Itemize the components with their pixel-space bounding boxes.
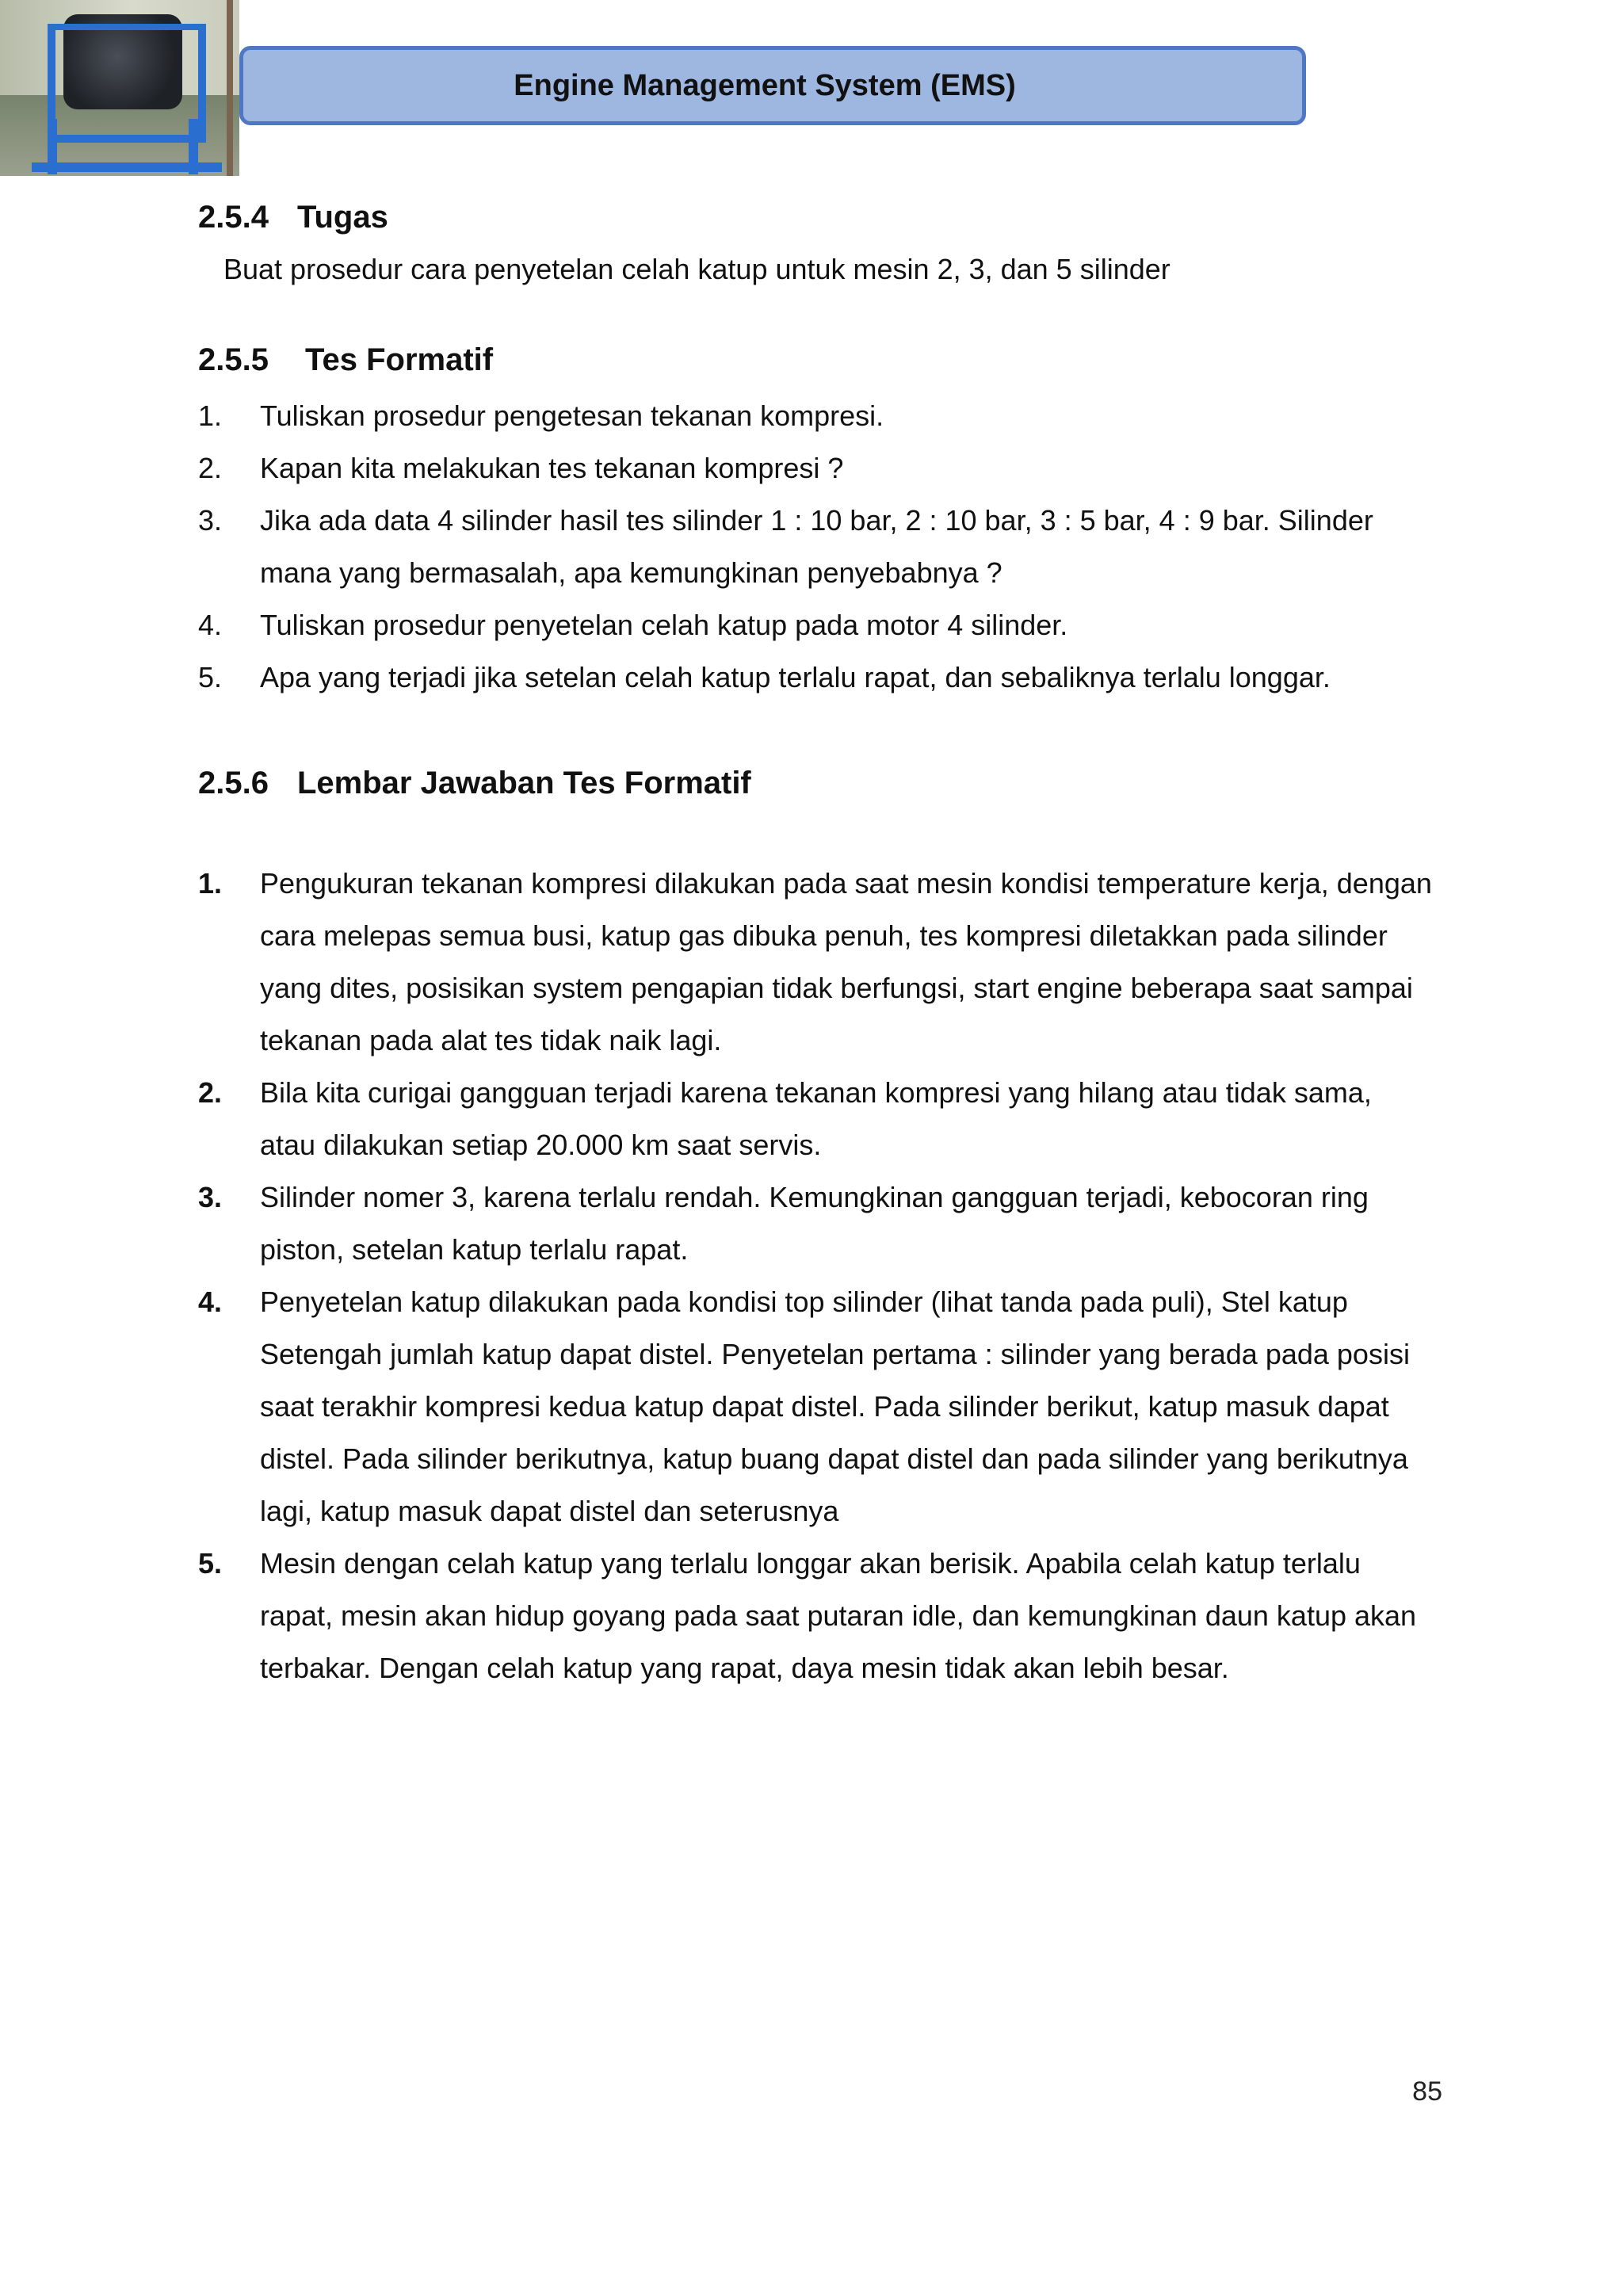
item-text: Tuliskan prosedur penyetelan celah katup pada motor 4 silinder. [260, 609, 1068, 641]
section-number: 2.5.5 [198, 342, 269, 377]
photo-stand-frame [48, 24, 206, 143]
photo-post [227, 0, 233, 176]
list-item [198, 1538, 1450, 1694]
item-text: Penyetelan katup dilakukan pada kondisi top silinder (lihat tanda pada puli), Stel katup Setengah jumlah katup dapat distel. Penyetelan pertama : silinder yang berada pada posisi saat terakhir kompresi kedua katup dapat distel. Pada silinder berikut, katup masuk dapat distel. Pada silinder berikutnya, katup buang dapat distel dan pada silinder yang berikutnya lagi, katup masuk dapat distel dan seterusnya [260, 1286, 1410, 1527]
section-heading-lembar-jawaban [198, 761, 1450, 805]
header-photo [0, 0, 239, 176]
item-text: Tuliskan prosedur pengetesan tekanan kompresi. [260, 399, 884, 432]
item-number: 5. [198, 1547, 223, 1580]
section-number: 2.5.6 [198, 766, 269, 800]
section-heading-tes-formatif [198, 338, 1450, 382]
item-number: 3. [198, 1181, 223, 1213]
list-item [198, 495, 1450, 599]
item-number: 1. [198, 399, 223, 432]
item-text: Kapan kita melakukan tes tekanan kompresi ? [260, 452, 844, 484]
page-number: 85 [1412, 2076, 1442, 2107]
section-title: Tes Formatif [305, 342, 494, 377]
item-number: 4. [198, 1286, 223, 1318]
section-heading-tugas [198, 195, 1450, 239]
list-item [198, 1276, 1450, 1538]
question-list [198, 390, 1450, 704]
section-title: Tugas [297, 200, 388, 235]
section-number: 2.5.4 [198, 200, 269, 235]
item-text: Pengukuran tekanan kompresi dilakukan pada saat mesin kondisi temperature kerja, dengan cara melepas semua busi, katup gas dibuka penuh, tes kompresi diletakkan pada silinder yang dites, posisikan system pengapian tidak berfungsi, start engine beberapa saat sampai tekanan pada alat tes tidak naik lagi. [260, 867, 1432, 1056]
item-number: 1. [198, 867, 223, 900]
list-item [198, 390, 1450, 442]
list-item [198, 1067, 1450, 1171]
page-content [198, 195, 1450, 1694]
header-title: Engine Management System (EMS) [514, 68, 1016, 102]
item-text: Silinder nomer 3, karena terlalu rendah. Kemungkinan gangguan terjadi, kebocoran ring piston, setelan katup terlalu rapat. [260, 1181, 1369, 1266]
item-number: 5. [198, 661, 223, 693]
item-number: 4. [198, 609, 223, 641]
item-text: Mesin dengan celah katup yang terlalu longgar akan berisik. Apabila celah katup terlalu rapat, mesin akan hidup goyang pada saat putaran idle, dan kemungkinan daun katup akan terbakar. Dengan celah katup yang rapat, daya mesin tidak akan lebih besar. [260, 1547, 1417, 1684]
list-item [198, 599, 1450, 651]
list-item [198, 442, 1450, 495]
item-number: 3. [198, 504, 223, 537]
photo-stand-base [32, 162, 222, 172]
header-banner [239, 46, 1306, 125]
item-number: 2. [198, 1076, 223, 1109]
list-item [198, 651, 1450, 704]
item-number: 2. [198, 452, 223, 484]
section-title: Lembar Jawaban Tes Formatif [297, 766, 751, 800]
item-text: Bila kita curigai gangguan terjadi karena tekanan kompresi yang hilang atau tidak sama, atau dilakukan setiap 20.000 km saat servis. [260, 1076, 1372, 1161]
answer-list [198, 858, 1450, 1694]
item-text: Apa yang terjadi jika setelan celah katup terlalu rapat, dan sebaliknya terlalu longgar. [260, 661, 1331, 693]
list-item [198, 1171, 1450, 1276]
list-item [198, 858, 1450, 1067]
task-text: Buat prosedur cara penyetelan celah katup untuk mesin 2, 3, dan 5 silinder [223, 253, 1170, 285]
item-text: Jika ada data 4 silinder hasil tes silinder 1 : 10 bar, 2 : 10 bar, 3 : 5 bar, 4 : 9 bar. Silinder mana yang bermasalah, apa kemungkinan penyebabnya ? [260, 504, 1373, 589]
